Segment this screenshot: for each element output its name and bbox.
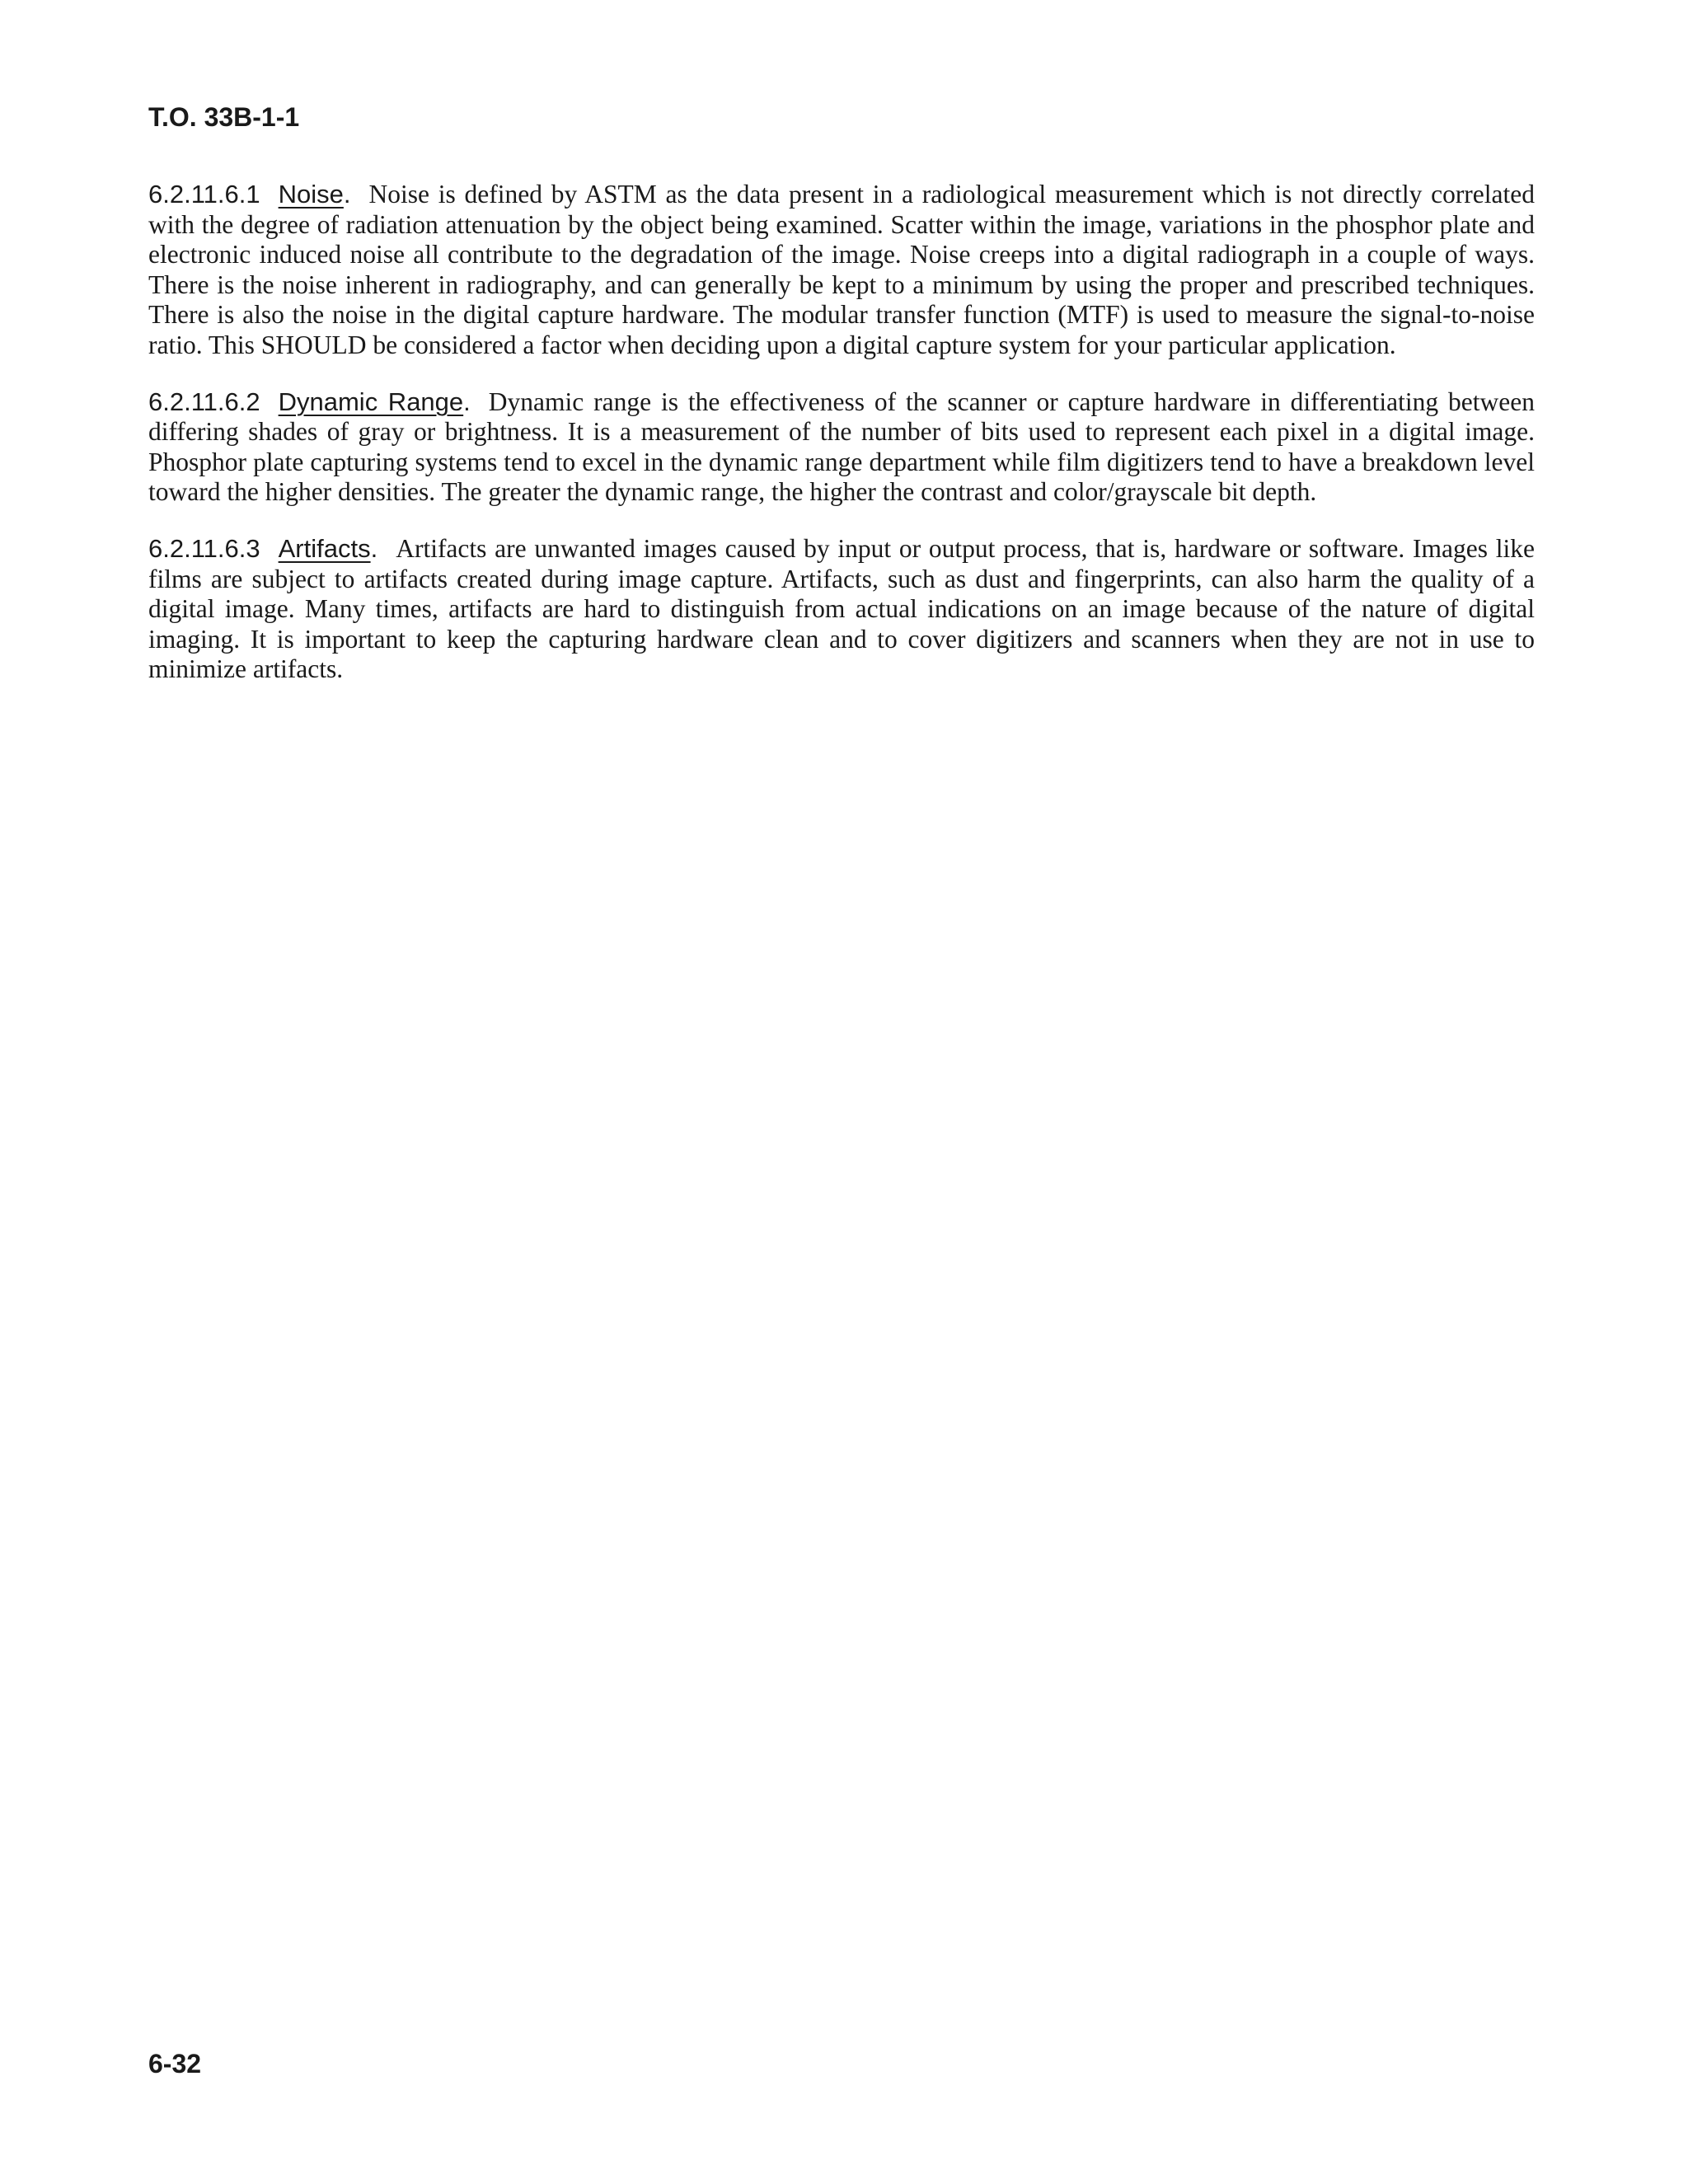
section-number: 6.2.11.6.2 [148,387,260,416]
section-title: Dynamic Range [278,387,464,416]
document-body [148,180,1535,711]
section-body: Noise is defined by ASTM as the data present in a radiological measurement which is not directly correlated with the degree of radiation attenuation by the object being examined. Scatter within the image, variations in the phosphor plate and electronic induced noise all contribute to the degradation of the image. Noise creeps into a digital radiograph in a couple of ways. There is the noise inherent in radiography, and can generally be kept to a minimum by using the proper and prescribed techniques. There is also the noise in the digital capture hardware. The modular transfer function (MTF) is used to measure the signal-to-noise ratio. This SHOULD be considered a factor when deciding upon a digital capture system for your particular application. [148,180,1535,359]
title-period: . [370,533,378,563]
section-number: 6.2.11.6.1 [148,180,260,209]
section-dynamic-range [148,387,1535,508]
page-number: 6-32 [148,2049,202,2079]
title-period: . [463,387,471,416]
section-noise [148,180,1535,361]
page-header-doc-id: T.O. 33B-1-1 [148,102,300,132]
section-artifacts [148,534,1535,685]
section-body: Artifacts are unwanted images caused by input or output process, that is, hardware or software. Images like films are subject to artifacts created during image capture. Artifacts, such as dust and fingerprints, can also harm the quality of a digital image. Many times, artifacts are hard to distinguish from actual indications on an image because of the nature of digital imaging. It is important to keep the capturing hardware clean and to cover digitizers and scanners when they are not in use to minimize artifacts. [148,533,1535,684]
title-period: . [343,180,351,209]
section-title: Noise [278,180,344,209]
section-body: Dynamic range is the effectiveness of the scanner or capture hardware in differentiating between differing shades of gray or brightness. It is a measurement of the number of bits used to represent each pixel in a digital image. Phosphor plate capturing systems tend to excel in the dynamic range department while film digitizers tend to have a breakdown level toward the higher densities. The greater the dynamic range, the higher the contrast and color/grayscale bit depth. [148,387,1535,507]
section-title: Artifacts [278,533,371,563]
section-number: 6.2.11.6.3 [148,533,260,563]
